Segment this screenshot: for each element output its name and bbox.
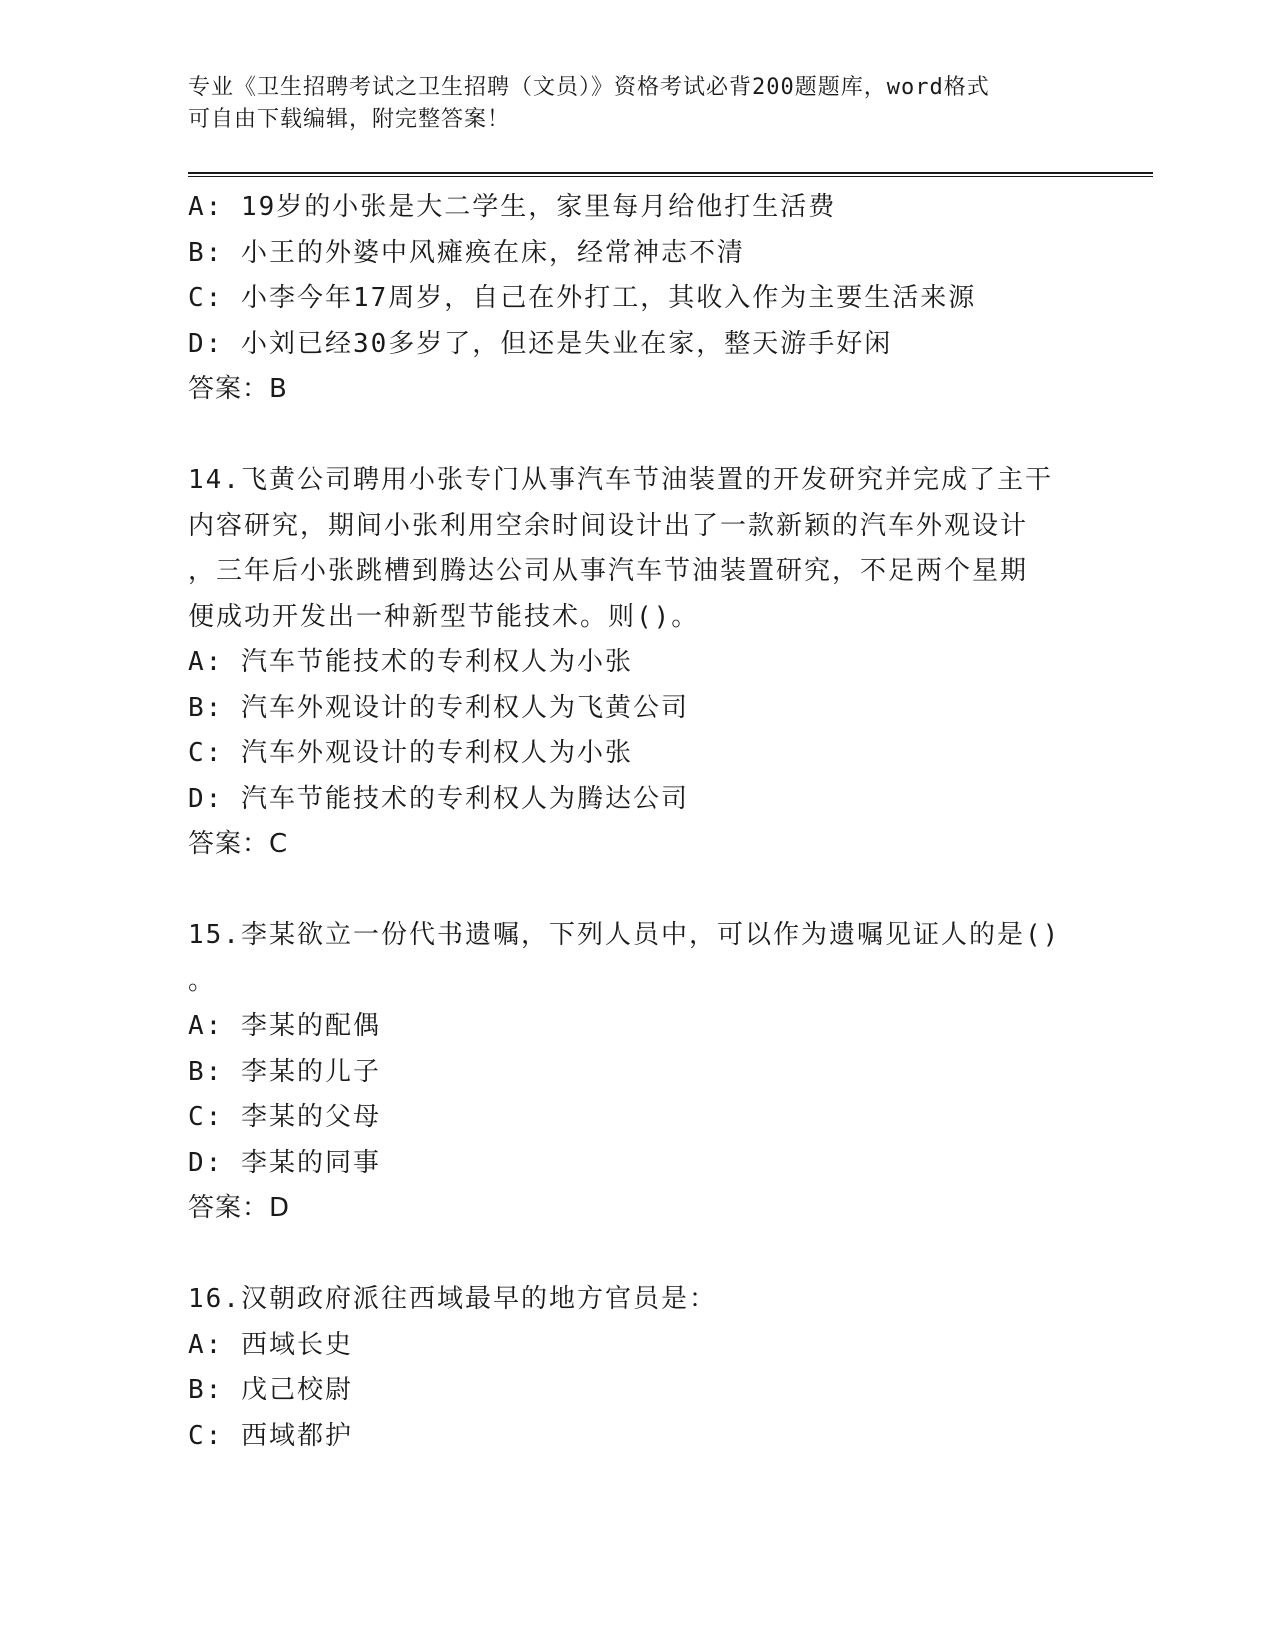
option-d: D: 李某的同事	[188, 1147, 381, 1178]
option-b: B: 汽车外观设计的专利权人为飞黄公司	[188, 692, 689, 723]
option-b: B: 戊己校尉	[188, 1375, 353, 1405]
option-a: A: 汽车节能技术的专利权人为小张	[188, 647, 633, 677]
answer-line: 答案：B	[188, 374, 288, 404]
option-a: A: 西域长史	[188, 1329, 353, 1360]
question-16	[188, 1277, 1153, 1459]
option-a: A: 19岁的小张是大二学生，家里每月给他打生活费	[188, 192, 837, 222]
question-14	[188, 458, 1153, 868]
header-title-line-1: 专业《卫生招聘考试之卫生招聘（文员）》资格考试必背200题题库，word格式	[188, 75, 990, 100]
answer-line: 答案：D	[188, 1193, 291, 1223]
option-c: C: 李某的父母	[188, 1102, 381, 1132]
option-c: C: 西域都护	[188, 1420, 353, 1451]
spacer	[188, 868, 1153, 914]
option-d: D: 汽车节能技术的专利权人为腾达公司	[188, 783, 689, 814]
question-stem-line: ，三年后小张跳槽到腾达公司从事汽车节油装置研究，不足两个星期	[188, 556, 1029, 586]
question-stem-line: 15.李某欲立一份代书遗嘱，下列人员中，可以作为遗嘱见证人的是()	[188, 920, 1061, 950]
option-c: C: 小李今年17周岁，自己在外打工，其收入作为主要生活来源	[188, 283, 977, 313]
question-stem-line: 。	[188, 965, 217, 996]
question-stem-line: 便成功开发出一种新型节能技术。则()。	[188, 601, 700, 632]
document-header	[188, 72, 1153, 136]
spacer	[188, 1232, 1153, 1278]
option-d: D: 小刘已经30多岁了，但还是失业在家，整天游手好闲	[188, 328, 893, 359]
document-page	[188, 72, 1153, 1459]
header-title-line-2: 可自由下载编辑，附完整答案！	[188, 107, 511, 132]
option-b: B: 小王的外婆中风瘫痪在床，经常神志不清	[188, 237, 745, 268]
question-15	[188, 913, 1153, 1232]
question-13	[188, 185, 1153, 413]
option-a: A: 李某的配偶	[188, 1011, 381, 1041]
question-stem-line: 14.飞黄公司聘用小张专门从事汽车节油装置的开发研究并完成了主干	[188, 465, 1053, 495]
header-divider	[188, 172, 1153, 177]
question-stem-line: 16.汉朝政府派往西域最早的地方官员是：	[188, 1284, 717, 1314]
answer-line: 答案：C	[188, 829, 289, 859]
question-list	[188, 185, 1153, 1459]
option-b: B: 李某的儿子	[188, 1056, 381, 1087]
option-c: C: 汽车外观设计的专利权人为小张	[188, 738, 633, 768]
spacer	[188, 413, 1153, 459]
question-stem-line: 内容研究，期间小张利用空余时间设计出了一款新颖的汽车外观设计	[188, 510, 1029, 541]
